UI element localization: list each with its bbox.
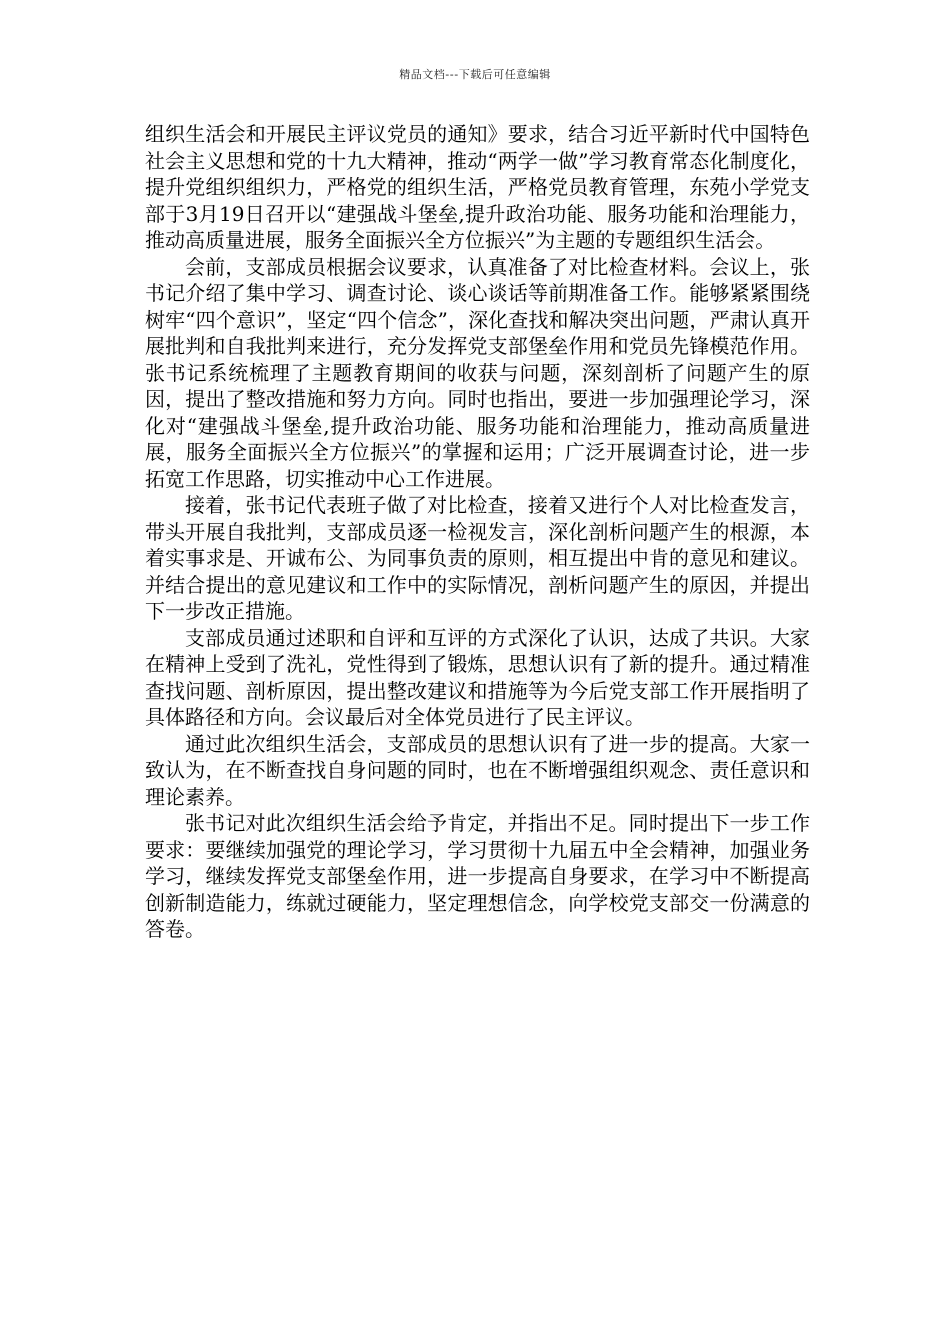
- page-header: 精品文档---下载后可任意编辑: [399, 68, 551, 81]
- paragraph-3: 接着，张书记代表班子做了对比检查，接着又进行个人对比检查发言，带头开展自我批判，支部成员逐一检视发言，深化剖析问题产生的根源，本着实事求是、开诚布公、为同事负责的原则，相互提出中肯的意见和建议。并结合提出的意见建议和工作中的实际情况，剖析问题产生的原因，并提出下一步改正措施。: [145, 493, 810, 623]
- paragraph-4: 支部成员通过述职和自评和互评的方式深化了认识，达成了共识。大家在精神上受到了洗礼，党性得到了锻炼，思想认识有了新的提升。通过精准查找问题、剖析原因，提出整改建议和措施等为今后党支部工作开展指明了具体路径和方向。会议最后对全体党员进行了民主评议。: [145, 625, 810, 729]
- paragraph-1: 组织生活会和开展民主评议党员的通知》要求，结合习近平新时代中国特色社会主义思想和党的十九大精神，推动“两学一做”学习教育常态化制度化，提升党组织组织力，严格党的组织生活，严格党员教育管理，东苑小学党支部于3月19日召开以“建强战斗堡垒,提升政治功能、服务功能和治理能力，推动高质量进展，服务全面振兴全方位振兴”为主题的专题组织生活会。: [145, 122, 810, 252]
- paragraph-2: 会前，支部成员根据会议要求，认真准备了对比检查材料。会议上，张书记介绍了集中学习、调查讨论、谈心谈话等前期准备工作。能够紧紧围绕树牢“四个意识”，坚定“四个信念”，深化查找和解决突出问题，严肃认真开展批判和自我批判来进行，充分发挥党支部堡垒作用和党员先锋模范作用。张书记系统梳理了主题教育期间的收获与问题，深刻剖析了问题产生的原因，提出了整改措施和努力方向。同时也指出，要进一步加强理论学习，深化对“建强战斗堡垒,提升政治功能、服务功能和治理能力，推动高质量进展，服务全面振兴全方位振兴”的掌握和运用；广泛开展调查讨论，进一步拓宽工作思路，切实推动中心工作进展。: [145, 254, 810, 491]
- paragraph-5: 通过此次组织生活会，支部成员的思想认识有了进一步的提高。大家一致认为，在不断查找自身问题的同时，也在不断增强组织观念、责任意识和理论素养。: [145, 731, 810, 809]
- paragraph-6: 张书记对此次组织生活会给予肯定，并指出不足。同时提出下一步工作要求：要继续加强党的理论学习，学习贯彻十九届五中全会精神，加强业务学习，继续发挥党支部堡垒作用，进一步提高自身要求，在学习中不断提高创新制造能力，练就过硬能力，坚定理想信念，向学校党支部交一份满意的答卷。: [145, 811, 810, 941]
- document-body: [145, 121, 810, 943]
